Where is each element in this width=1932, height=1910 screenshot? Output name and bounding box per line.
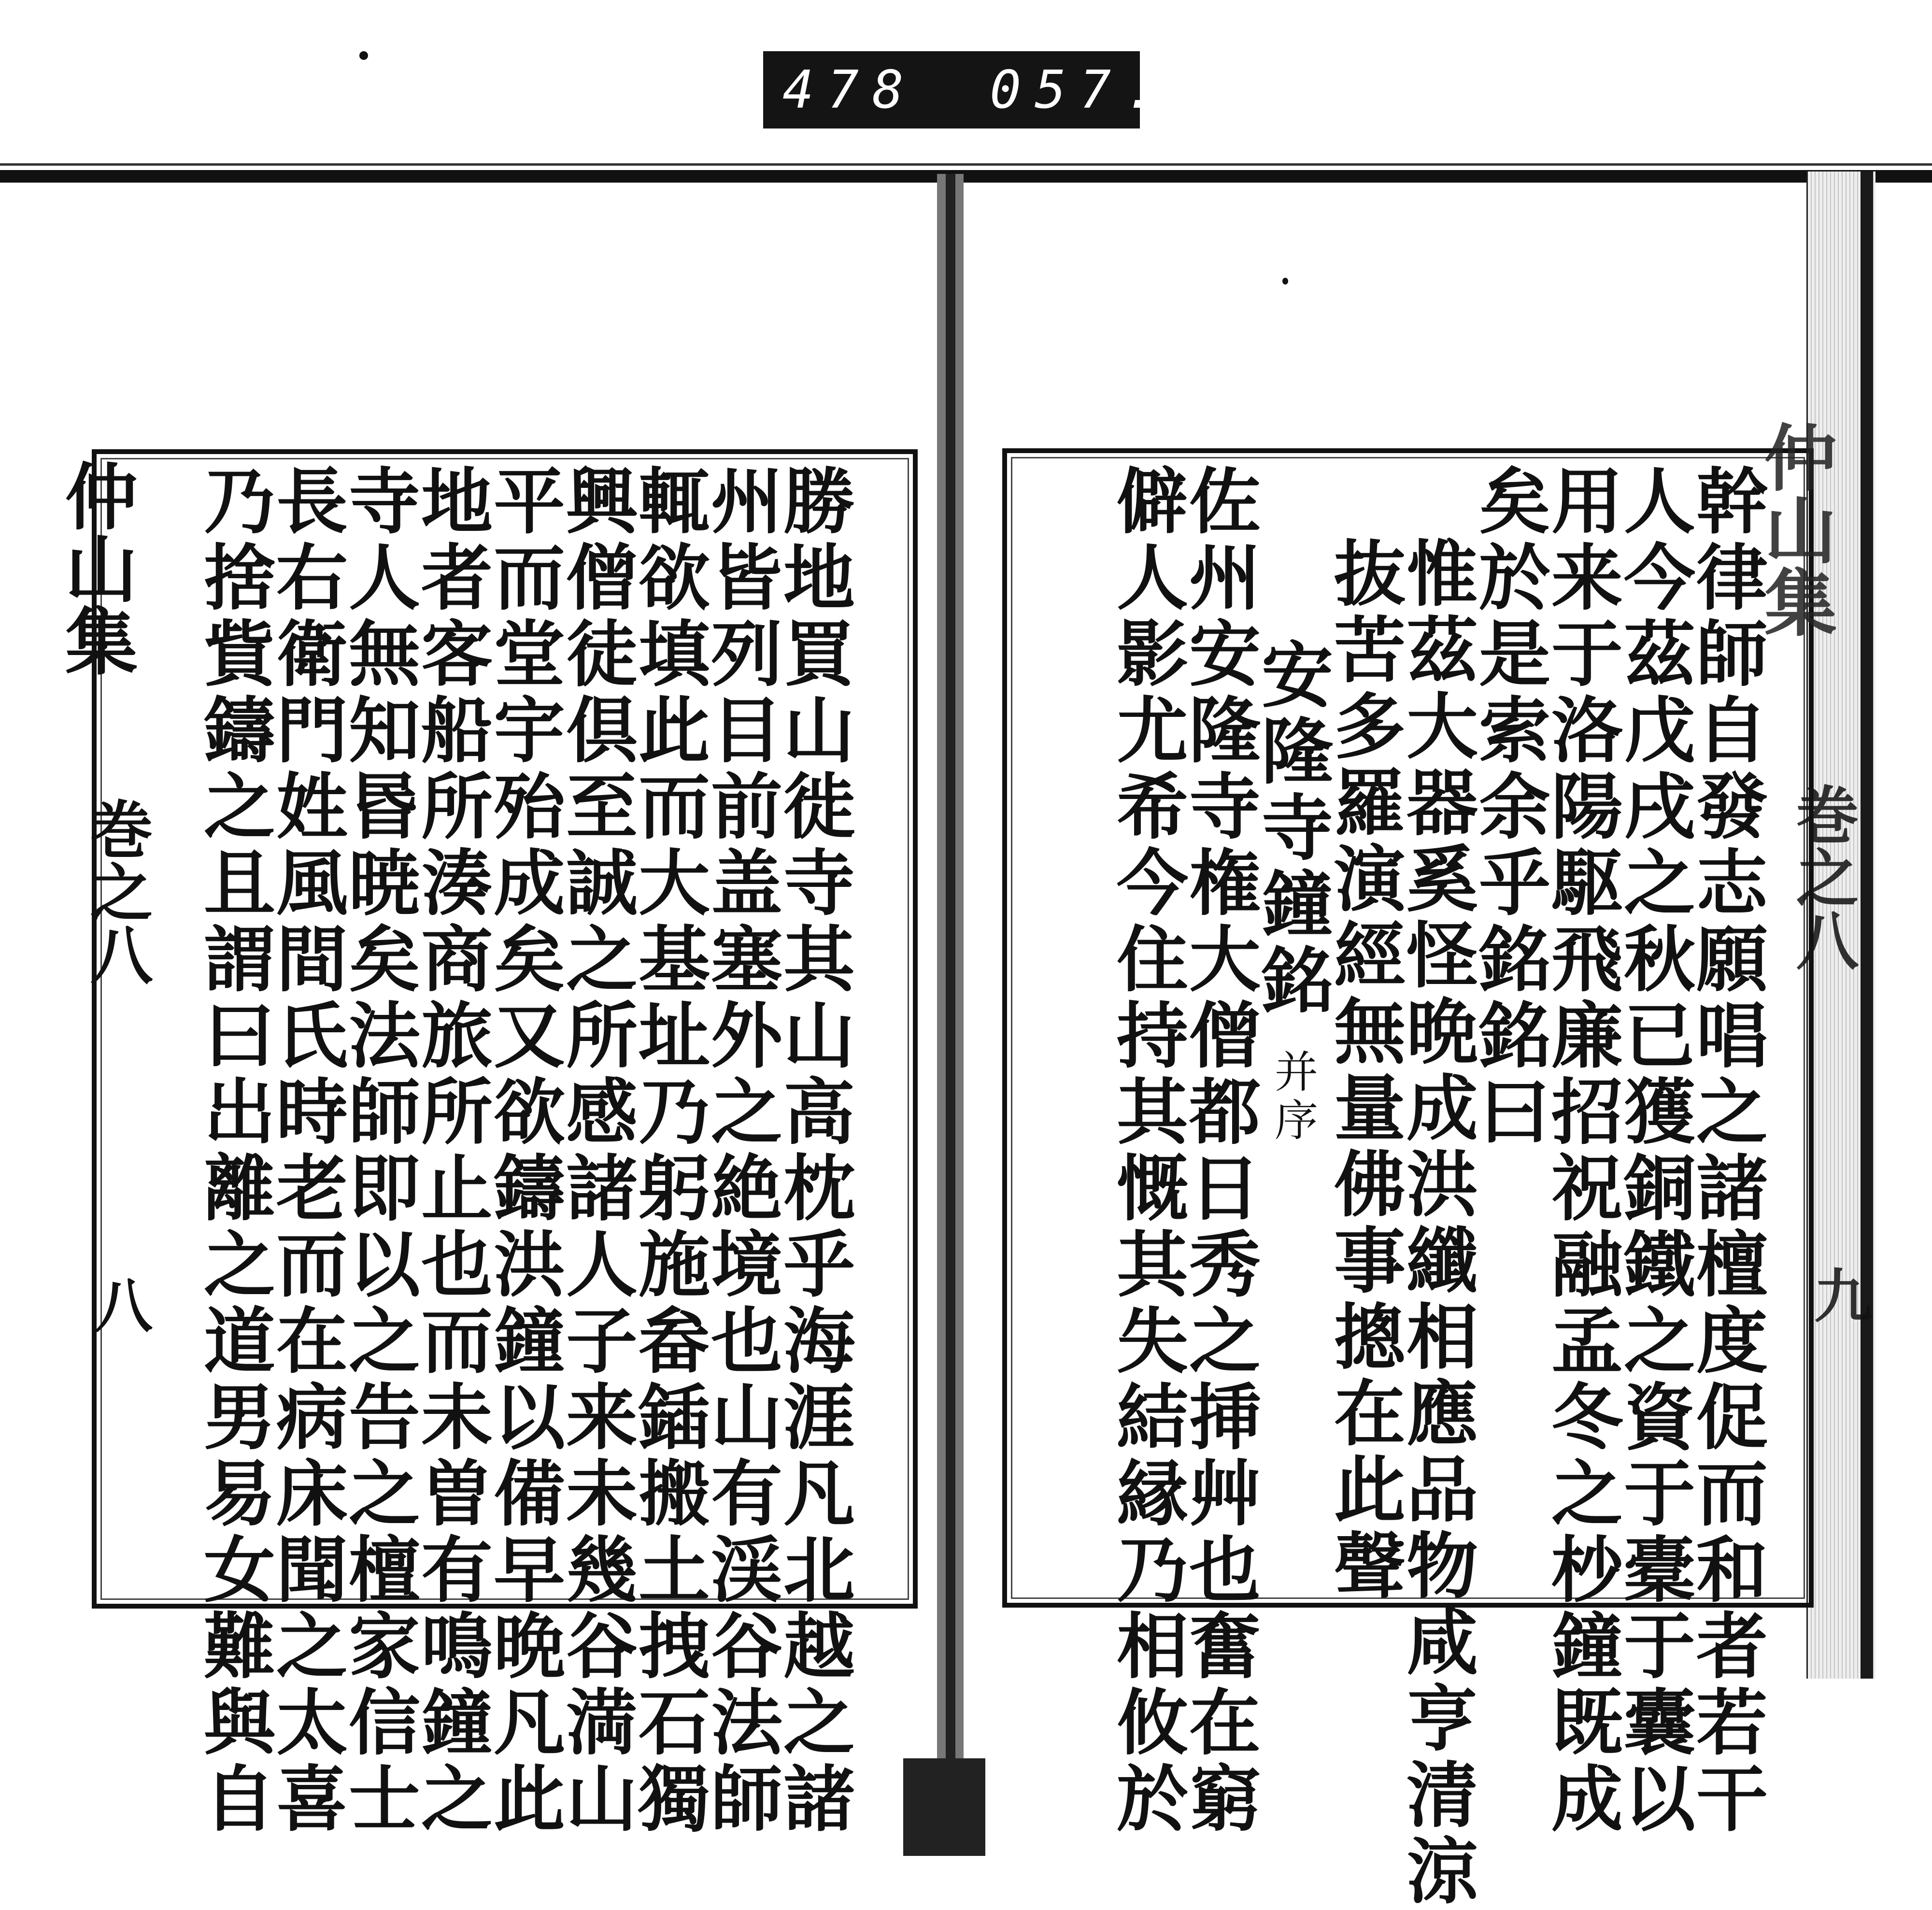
right-margin-title: 仲山集 xyxy=(1752,420,1837,638)
book-gutter-shadow xyxy=(946,174,955,1856)
text-column: 僻人影尤希今住持其慨其失結縁乃相攸於 xyxy=(1105,464,1189,1838)
left-margin-volume: 巻之八 xyxy=(80,797,154,985)
text-column: 佐州安隆寺権大僧都日秀之挿艸也奮在窮 xyxy=(1178,464,1262,1838)
text-column: 幹律師自發志願唱之諸檀度促而和者若干 xyxy=(1685,464,1769,1838)
section-heading-annotation: 并序 xyxy=(1267,1049,1318,1146)
text-column-verse: 惟茲大器奚怪晩成洪纖相應品物咸亨清涼 xyxy=(1395,536,1479,1910)
book-top-edge xyxy=(0,170,1932,183)
text-column: 地者客船所湊商旅所止也而未曽有鳴鐘之 xyxy=(410,464,494,1838)
left-margin-title: 仲山集 xyxy=(53,459,138,676)
right-page-text xyxy=(1038,464,1769,1910)
text-column: 州皆列目前盖塞外之絶境也山有渓谷法師 xyxy=(699,464,783,1838)
right-margin-page: 九 xyxy=(1804,1266,1873,1324)
left-margin-page: 八 xyxy=(85,1275,153,1333)
text-column: 人今茲戊戌之秋已獲銅鐵之資于橐于囊以 xyxy=(1612,464,1696,1838)
text-column: 乃捨貲鑄之且謂曰出離之道男易女難與自 xyxy=(192,464,276,1838)
text-column-verse: 抜苦多羅演經無量佛事摠在此聲 xyxy=(1322,536,1406,1605)
catalogue-label xyxy=(763,51,1170,128)
section-heading xyxy=(1250,464,1334,1531)
text-column: 興僧徒倶至誠之所感諸人子来未幾谷満山 xyxy=(554,464,639,1838)
book-spine-bottom xyxy=(903,1758,985,1856)
catalogue-number-right: 057. xyxy=(990,59,1170,120)
catalogue-number-left: 478 xyxy=(782,59,918,120)
dust-speck xyxy=(1282,278,1288,285)
dust-speck xyxy=(359,51,368,60)
text-column: 輒欲填此而大基址乃躬施畚鍤搬土拽石獨 xyxy=(627,464,711,1838)
text-column: 平而堂宇殆成矣又欲鑄洪鐘以備早晩凡此 xyxy=(482,464,566,1838)
section-heading-text: 安隆寺鐘銘 xyxy=(1250,638,1334,1019)
text-column: 矣於是索余乎銘銘曰 xyxy=(1467,464,1551,1151)
text-column: 寺人無知昬暁矣法師即以之告之檀家信士 xyxy=(337,464,421,1838)
right-margin-volume: 巻之八 xyxy=(1786,783,1860,971)
text-column: 用来于洛陽駆飛廉招祝融孟冬之杪鐘既成 xyxy=(1540,464,1624,1838)
book-top-edge-thin xyxy=(0,163,1932,166)
text-column: 長右衛門姓風間氏時老而在病床聞之太喜 xyxy=(265,464,349,1838)
text-column: 勝地買山徙寺其山高枕乎海涯凡北越之諸 xyxy=(772,464,856,1838)
left-page-text xyxy=(97,464,856,1838)
